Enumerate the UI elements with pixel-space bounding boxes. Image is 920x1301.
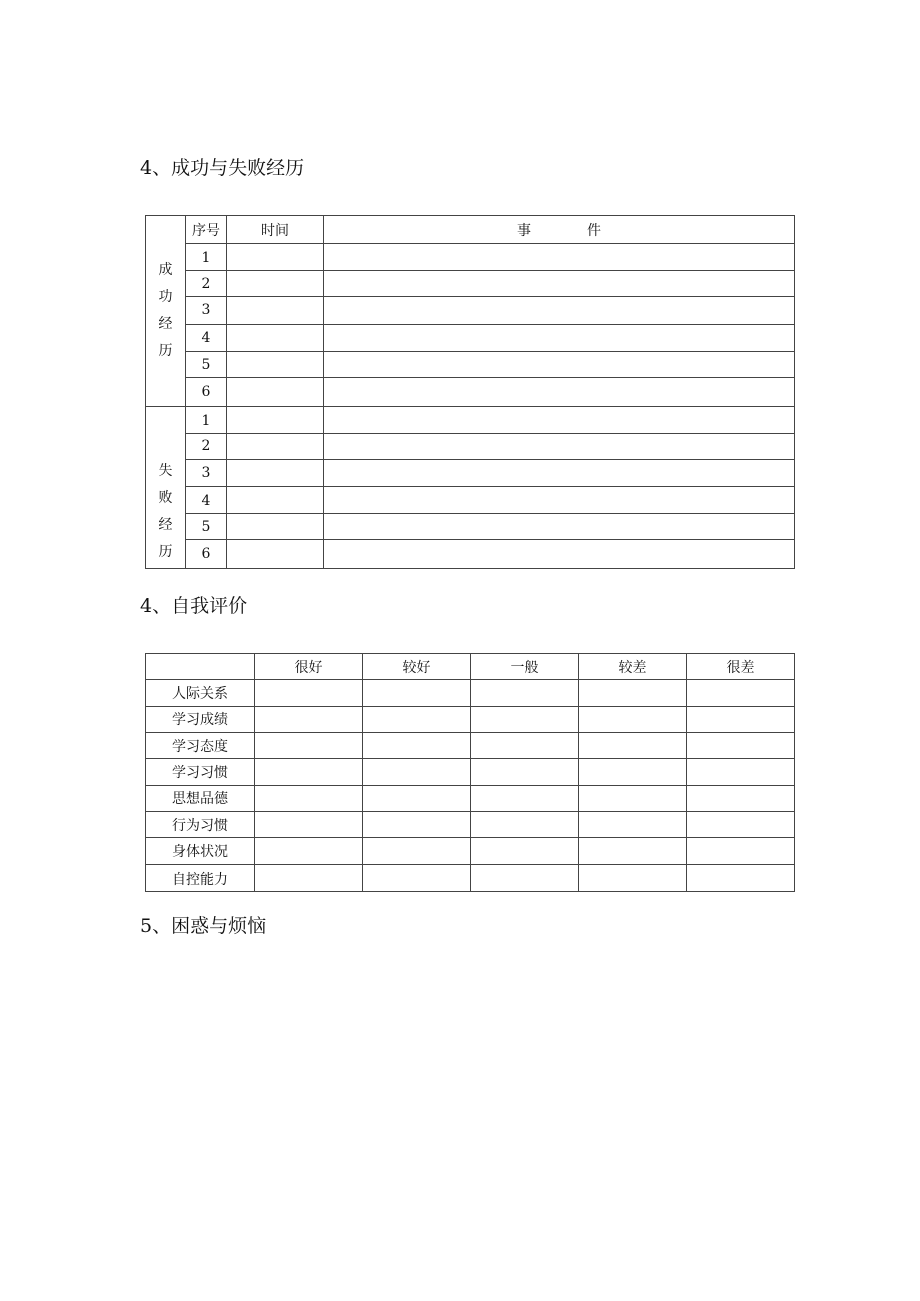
success-label-char: 成 [158, 262, 173, 278]
rating-cell[interactable] [255, 838, 363, 865]
failure-label-char: 历 [158, 544, 173, 560]
row-label: 人际关系 [172, 685, 228, 702]
rating-cell[interactable] [579, 865, 687, 892]
time-cell[interactable] [227, 352, 324, 378]
table-row [146, 378, 795, 407]
table-row [146, 540, 795, 569]
row-label: 学习态度 [172, 739, 228, 755]
table-row [146, 759, 795, 786]
rating-cell[interactable] [363, 812, 471, 838]
rating-cell[interactable] [255, 786, 363, 812]
rating-cell[interactable] [471, 707, 579, 733]
rating-cell[interactable] [255, 707, 363, 733]
success-label-char: 历 [158, 343, 173, 359]
table-row [146, 514, 795, 540]
corner-cell [146, 654, 255, 680]
table-row [146, 407, 795, 434]
row-number: 1 [201, 249, 211, 266]
table-row [146, 297, 795, 325]
rating-cell[interactable] [363, 865, 471, 892]
event-cell[interactable] [324, 244, 795, 271]
rating-cell[interactable] [363, 759, 471, 786]
event-cell[interactable] [324, 434, 795, 460]
table-row [146, 733, 795, 759]
table-row [146, 352, 795, 378]
rating-cell[interactable] [363, 786, 471, 812]
table-row [146, 680, 795, 707]
header-time: 时间 [227, 216, 324, 244]
rating-cell[interactable] [363, 707, 471, 733]
rating-cell[interactable] [579, 838, 687, 865]
self-evaluation-table [145, 653, 795, 892]
time-cell[interactable] [227, 540, 324, 569]
time-cell[interactable] [227, 297, 324, 325]
row-number: 6 [201, 546, 211, 562]
rating-cell[interactable] [471, 759, 579, 786]
row-number: 2 [201, 438, 211, 454]
rating-cell[interactable] [687, 733, 795, 759]
time-cell[interactable] [227, 325, 324, 352]
table-row [146, 707, 795, 733]
rating-cell[interactable] [579, 707, 687, 733]
eval-header-row [146, 654, 795, 680]
rating-cell[interactable] [687, 680, 795, 707]
table-row [146, 865, 795, 892]
event-cell[interactable] [324, 352, 795, 378]
row-label: 自控能力 [172, 871, 228, 888]
rating-cell[interactable] [471, 786, 579, 812]
time-cell[interactable] [227, 434, 324, 460]
rating-cell[interactable] [579, 759, 687, 786]
event-cell[interactable] [324, 487, 795, 514]
table-row [146, 786, 795, 812]
row-label: 学习成绩 [172, 712, 228, 728]
rating-cell[interactable] [471, 812, 579, 838]
rating-cell[interactable] [471, 733, 579, 759]
rating-cell[interactable] [687, 812, 795, 838]
row-number: 1 [201, 412, 211, 429]
troubles-heading: 5、困惑与烦恼 [140, 915, 267, 937]
time-cell[interactable] [227, 378, 324, 407]
row-number: 4 [201, 492, 211, 509]
rating-cell[interactable] [687, 707, 795, 733]
row-number: 3 [201, 302, 211, 318]
row-label: 身体状况 [172, 843, 228, 860]
rating-cell[interactable] [579, 812, 687, 838]
rating-cell[interactable] [471, 680, 579, 707]
table-row [146, 244, 795, 271]
table-row [146, 812, 795, 838]
rating-cell[interactable] [255, 865, 363, 892]
rating-cell[interactable] [363, 733, 471, 759]
rating-cell[interactable] [687, 759, 795, 786]
rating-cell[interactable] [255, 680, 363, 707]
row-number: 5 [201, 518, 211, 535]
time-cell[interactable] [227, 460, 324, 487]
table-row [146, 271, 795, 297]
col-poor: 较差 [579, 654, 687, 680]
rating-cell[interactable] [687, 786, 795, 812]
col-good: 较好 [363, 654, 471, 680]
row-number: 2 [201, 276, 211, 292]
table-row [146, 325, 795, 352]
rating-cell[interactable] [471, 865, 579, 892]
experience-table [145, 215, 795, 569]
time-cell[interactable] [227, 487, 324, 514]
table-row [146, 460, 795, 487]
rating-cell[interactable] [363, 680, 471, 707]
rating-cell[interactable] [471, 838, 579, 865]
rating-cell[interactable] [255, 733, 363, 759]
header-event-right: 件 [587, 222, 601, 239]
rating-cell[interactable] [255, 812, 363, 838]
col-very-good: 很好 [255, 654, 363, 680]
event-cell[interactable] [324, 297, 795, 325]
failure-label-char: 败 [158, 490, 173, 506]
time-cell[interactable] [227, 407, 324, 434]
rating-cell[interactable] [687, 838, 795, 865]
header-no: 序号 [186, 216, 227, 244]
success-label-char: 经 [158, 316, 173, 332]
event-cell[interactable] [324, 407, 795, 434]
row-number: 3 [201, 465, 211, 481]
event-cell[interactable] [324, 514, 795, 540]
success-group-label [146, 216, 186, 407]
failure-group-label [146, 407, 186, 569]
self-evaluation-heading: 4、自我评价 [140, 595, 248, 617]
failure-label-char: 经 [158, 517, 173, 533]
col-very-poor: 很差 [687, 654, 795, 680]
rating-cell[interactable] [687, 865, 795, 892]
time-cell[interactable] [227, 514, 324, 540]
row-label: 行为习惯 [172, 818, 228, 834]
row-number: 4 [201, 329, 211, 346]
table-row [146, 434, 795, 460]
row-number: 5 [201, 356, 211, 373]
table-row [146, 838, 795, 865]
col-average: 一般 [471, 654, 579, 680]
event-cell[interactable] [324, 460, 795, 487]
event-cell[interactable] [324, 271, 795, 297]
row-label: 学习习惯 [172, 764, 228, 781]
row-label: 思想品德 [172, 791, 228, 807]
table-row [146, 487, 795, 514]
rating-cell[interactable] [255, 759, 363, 786]
header-event-left: 事 [517, 222, 531, 239]
time-cell[interactable] [227, 271, 324, 297]
rating-cell[interactable] [579, 733, 687, 759]
row-number: 6 [201, 383, 211, 400]
header-event [324, 216, 795, 244]
success-label-char: 功 [158, 289, 173, 305]
event-cell[interactable] [324, 378, 795, 407]
event-cell[interactable] [324, 325, 795, 352]
rating-cell[interactable] [579, 786, 687, 812]
rating-cell[interactable] [579, 680, 687, 707]
time-cell[interactable] [227, 244, 324, 271]
success-failure-heading: 4、成功与失败经历 [140, 157, 305, 179]
event-cell[interactable] [324, 540, 795, 569]
rating-cell[interactable] [363, 838, 471, 865]
failure-label-char: 失 [158, 463, 173, 479]
